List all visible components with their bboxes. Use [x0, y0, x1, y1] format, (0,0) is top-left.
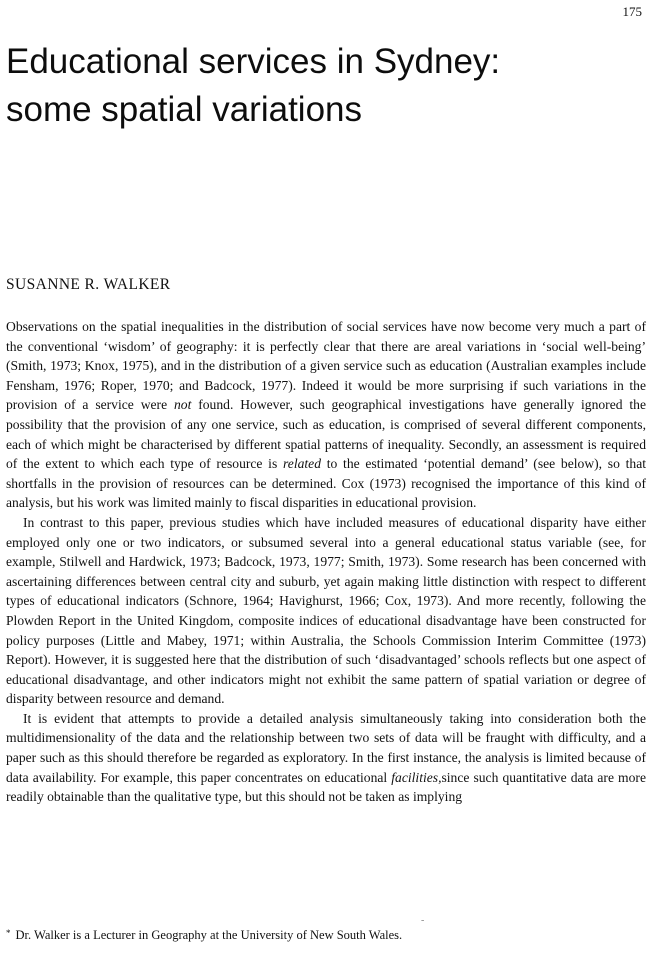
emphasis-related: related — [283, 456, 321, 472]
emphasis-not: not — [173, 397, 192, 413]
paragraph-3-text-b: since such quantitative data are more readily obtainable than the qualitative type, but this should not be taken as implying — [6, 769, 646, 805]
footnote-text: Dr. Walker is a Lecturer in Geography at the University of New South Wales. — [15, 928, 403, 942]
paragraph-1-text-c: to the estimated ‘potential demand’ (see below), so that shortfalls in the provision of resources can be determined. Cox (1973) recognised the importance of this kind of analysis, but his work was limited mainly to fiscal disparities in educational provision. — [6, 456, 646, 511]
paragraph-1-text-b: found. However, such geographical investigations have generally ignored the possibility that the provision of any one service, such as education, is comprised of several different components, each of which might be characterised by different spatial patterns of inequality. Secondly, an assessment is required of the extent to which each type of resource is — [6, 397, 646, 472]
paragraph-1-text-a: Observations on the spatial inequalities in the distribution of social services have now become very much a part of the conventional ‘wisdom’ of geography: it is perfectly clear that there are areal variations in ‘social well-being’ (Smith, 1973; Knox, 1975), and in the distribution of a given service such as education (Australian examples include Fensham, 1976; Roper, 1970; and Badcock, 1977). Indeed it would be more surprising if such variations in the provision of a service were — [6, 319, 646, 413]
paragraph-2: In contrast to this paper, previous studies which have included measures of educational disparity have either employed only one or two indicators, or subsumed several into a general educational status variable (see, for example, Stilwell and Hardwick, 1973; Badcock, 1973, 1977; Smith, 1973). Some research has been concerned with ascertaining differences between central city and suburb, yet again making little distinction with respect to different types of educational indicators (Schnore, 1964; Havighurst, 1966; Cox, 1973). And more recently, following the Plowden Report in the United Kingdom, composite indices of educational disadvantage have been constructed for policy purposes (Little and Mabey, 1971; within Australia, the Schools Commission Interim Committee (1973) Report). However, it is suggested here that the distribution of such ‘disadvantaged’ schools reflects but one aspect of educational disadvantage, and other indicators might not exhibit the same pattern of spatial variation or degree of disparity between resource and demand. — [6, 514, 646, 707]
paragraph-1 — [6, 317, 646, 513]
page-number: 175 — [622, 4, 642, 19]
author-footnote — [6, 928, 646, 943]
article-body — [6, 317, 646, 807]
article-title — [6, 38, 646, 134]
title-line-2: some spatial variations — [6, 90, 362, 129]
paragraph-3 — [6, 709, 646, 807]
title-line-1: Educational services in Sydney: — [6, 42, 501, 81]
footnote-asterisk: * — [6, 928, 11, 938]
paragraph-3-text-a: It is evident that attempts to provide a detailed analysis simultaneously taking into consideration both the multidimensionality of the data and the relationship between two sets of data will be fraught with difficulty, and a paper such as this should therefore be regarded as exploratory. In the first instance, the analysis is limited because of data availability. For example, this paper concentrates on educational — [6, 710, 646, 785]
author-name: SUSANNE R. WALKER — [6, 276, 171, 293]
footnote-rule-mark: - — [421, 915, 425, 926]
emphasis-facilities: facilities, — [391, 769, 442, 785]
